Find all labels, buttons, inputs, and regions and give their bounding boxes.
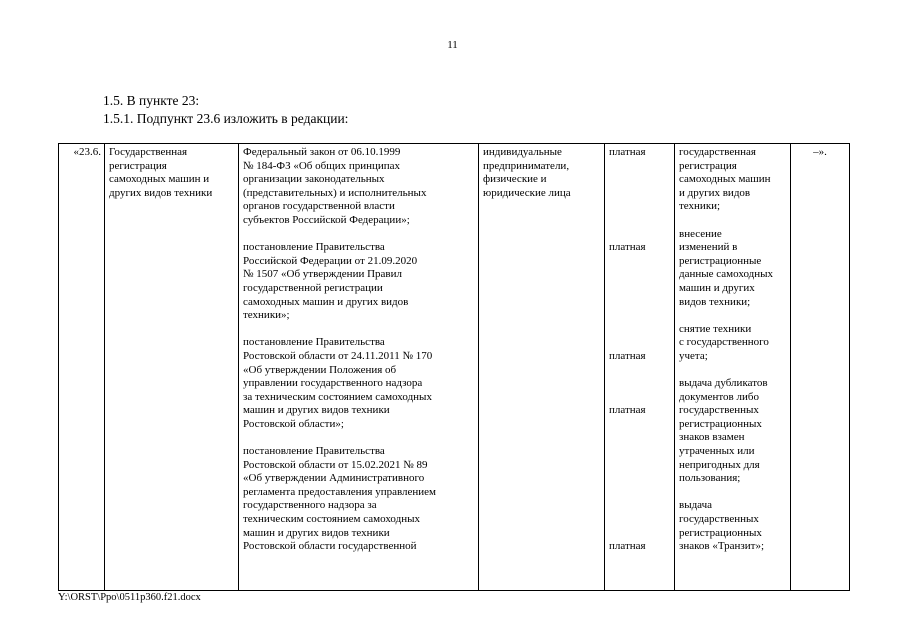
service-name-cell [105,144,239,591]
item-number: «23.6. [73,146,101,158]
service-name: Государственная регистрация самоходных машин и других видов техники [109,146,213,199]
applicants: индивидуальные предприниматели, физические и юридические лица [483,146,571,199]
subsection-heading: 1.5.1. Подпункт 23.6 изложить в редакции: [103,111,349,126]
closing-mark: –». [813,146,827,158]
table-row [59,144,850,591]
item-number-cell [59,144,105,591]
file-path-footer: Y:\ORST\Ppo\0511p360.f21.docx [58,592,201,603]
section-heading: 1.5. В пункте 23: [103,93,200,108]
fee-type: платная [609,404,646,417]
registration-action: выдача государственных регистрационных знаков «Транзит»; [679,499,765,553]
actions-cell [675,144,791,591]
legal-act: постановление Правительства Ростовской области от 15.02.2021 № 89 «Об утверждении Административного регламента предоставления управлением государственного надзора за техническим состоянием самоходных машин и других видов техники Ростовской области государственной [243,445,437,553]
applicants-cell [479,144,605,591]
fee-type: платная [609,349,646,362]
fee-type: платная [609,540,646,553]
fee-type: платная [609,146,646,158]
closing-cell [791,144,850,591]
registration-action: внесение изменений в регистрационные данные самоходных машин и других видов техники; [679,227,773,308]
registration-action: выдача дубликатов документов либо государственных регистрационных знаков взамен утраченных или непригодных для пользования; [679,377,768,485]
fee-cell [605,144,675,591]
legal-basis-cell [239,144,479,591]
legal-act: постановление Правительства Ростовской области от 24.11.2011 № 170 «Об утверждении Положения об управлении государственного надзора за техническим состоянием самоходных машин и других видов техники Ростовской области»; [243,336,433,430]
registration-action: снятие техники с государственного учета; [679,322,769,362]
legal-act: постановление Правительства Российской Федерации от 21.09.2020 № 1507 «Об утверждении Правил государственной регистрации самоходных машин и других видов техники»; [243,241,418,322]
fee-type: платная [609,241,646,254]
services-table [58,143,850,591]
registration-action: государственная регистрация самоходных машин и других видов техники; [679,146,771,213]
legal-act: Федеральный закон от 06.10.1999 № 184-ФЗ «Об общих принципах организации законодательных (представительных) и исполнительных органов государственной власти субъектов Российской Федерации»; [243,146,427,226]
page-number: 11 [447,39,458,51]
